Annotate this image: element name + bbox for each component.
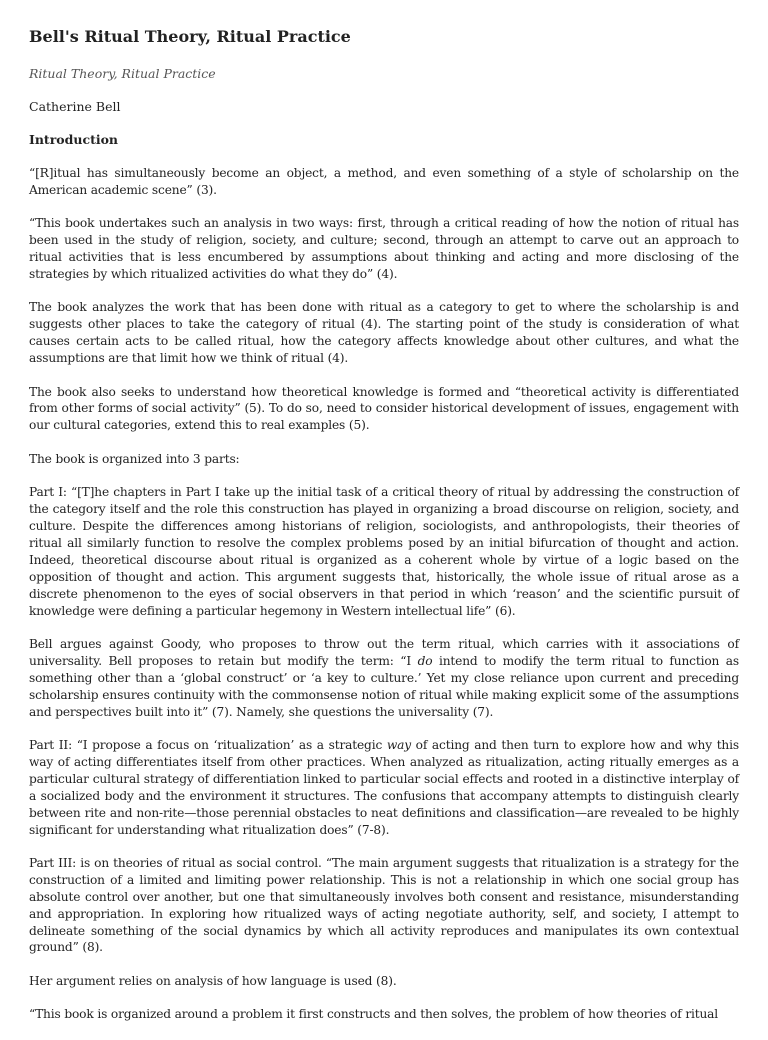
book-subtitle: Ritual Theory, Ritual Practice [29, 66, 216, 81]
paragraph-book-analyzes: The book analyzes the work that has been done with ritual as a category to get to where the scholarship is and suggests other places to take the category of ritual (4). The starting point of the study is consideration of what causes certain acts to be called ritual, how the category affects knowledge about other cultures, and what the assumptions are that limit how we think of ritual (4). [29, 300, 739, 366]
paragraph-language-use: Her argument relies on analysis of how language is used (8). [29, 973, 397, 988]
paragraph-part-three: Part III: is on theories of ritual as social control. “The main argument suggests that ritualization is a strategy for the construction of a limited and limiting power relationship. This is not a relationship in which one social group has absolute control over another, but one that simultaneously involves both consent and resistance, misunderstanding and appropriation. In exploring how ritualized ways of acting negotiate authority, self, and society, I attempt to delineate something of the social dynamics by which all activity reproduces and manipulates its own contextual ground” (8). [29, 855, 739, 955]
paragraph-bell-goody-text-before: Bell argues against Goody, who proposes to throw out the term ritual, which carries with it associations of universality. Bell proposes to retain but modify the term: “I [29, 636, 739, 668]
document-title: Bell's Ritual Theory, Ritual Practice [29, 27, 351, 46]
author-name: Catherine Bell [29, 99, 121, 114]
paragraph-part-two [29, 737, 739, 838]
paragraph-cut-off: “This book is organized around a problem it first constructs and then solves, the problem of how theories of ritual [29, 1007, 719, 1022]
emphasis-way: way [386, 737, 411, 752]
paragraph-analysis-two-ways: “This book undertakes such an analysis in two ways: first, through a critical reading of how the notion of ritual has been used in the study of religion, society, and culture; second, through an attempt to carve out an approach to ritual activities that is less encumbered by assumptions about thinking and acting and more disclosing of the strategies by which ritualized activities do what they do” (4). [29, 216, 739, 282]
emphasis-do: do [417, 653, 433, 668]
paragraph-part-one: Part I: “[T]he chapters in Part I take up the initial task of a critical theory of ritual by addressing the construction of the category itself and the role this construction has played in organizing a broad discourse on religion, society, and culture. Despite the differences among historians of religion, sociologists, and anthropologists, their theories of ritual all similarly function to resolve the complex problems posed by an initial bifurcation of thought and action. Indeed, theoretical discourse about ritual is organized as a coherent whole by virtue of a logic based on the opposition of thought and action. This argument suggests that, historically, the whole issue of ritual arose as a discrete phenomenon to the eyes of social observers in that period in which ‘reason’ and the scientific pursuit of knowledge were defining a particular hegemony in Western intellectual life” (6). [29, 485, 739, 618]
paragraph-bell-goody-text-after: intend to modify the term ritual to function as something other than a ‘global construct’ or ‘a key to culture.’ Yet my close reliance upon current and preceding scholarship ensures continuity with the commonsense notion of ritual while making explicit some of the assumptions and perspectives built into it” (7). Namely, she questions the universality (7). [29, 653, 740, 719]
paragraph-part-two-text-before: Part II: “I propose a focus on ‘ritualization’ as a strategic [29, 737, 387, 752]
document-page [29, 26, 739, 1040]
paragraph-bell-goody [29, 636, 739, 721]
paragraph-three-parts: The book is organized into 3 parts: [29, 451, 240, 466]
paragraph-theoretical-knowledge: The book also seeks to understand how theoretical knowledge is formed and “theoretical activity is differentiated from other forms of social activity” (5). To do so, need to consider historical development of issues, engagement with our cultural categories, extend this to real examples (5). [29, 384, 739, 433]
paragraph-quote-ritual-object: “[R]itual has simultaneously become an object, a method, and even something of a style of scholarship on the American academic scene” (3). [29, 166, 739, 197]
paragraph-part-two-text-after: of acting and then turn to explore how and why this way of acting differentiates itself from other practices. When analyzed as ritualization, acting ritually emerges as a particular cultural strategy of differentiation linked to particular social effects and rooted in a distinctive interplay of a socialized body and the environment it structures. The confusions that accompany attempts to distinguish clearly between rite and non-rite—those perennial obstacles to neat definitions and classification—are revealed to be highly significant for understanding what ritualization does” (7-8). [29, 737, 739, 837]
section-heading-introduction: Introduction [29, 132, 119, 147]
